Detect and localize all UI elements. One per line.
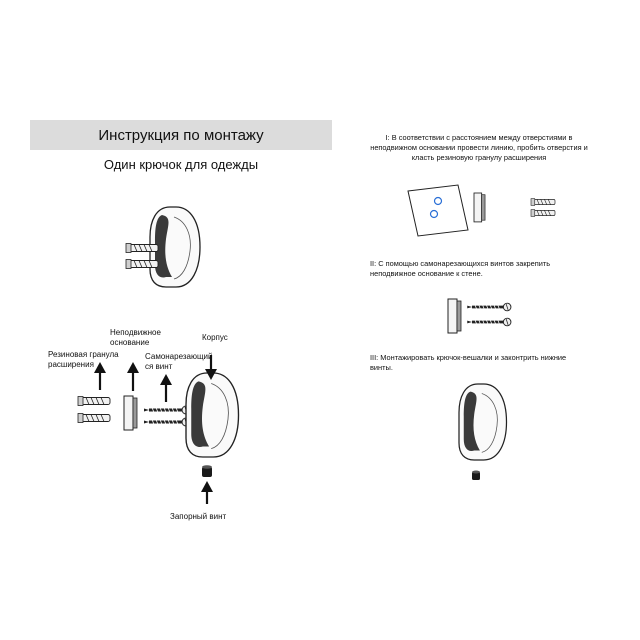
label-screw: Самонарезающий ся винт [145, 352, 213, 371]
step-1-text: I: В соответствии с расстоянием между отверстиями в неподвижном основании провести линию, пробить отверстия и класть резиновую гранулу расширения [370, 133, 588, 162]
instruction-subtitle: Один крючок для одежды [103, 157, 259, 172]
step1-illustration [408, 185, 555, 236]
top-hook-illustration [126, 207, 200, 287]
label-rubber: Резиновая гранула расширения [48, 350, 119, 369]
label-base: Неподвижное основание [110, 328, 161, 347]
step2-illustration [448, 299, 511, 333]
label-lock: Запорный винт [170, 512, 227, 521]
step-3-text: III: Монтажировать крючок-вешалки и законтрить нижние винты. [370, 353, 567, 372]
instruction-title: Инструкция по монтажу [98, 126, 264, 144]
parts-exploded-view [78, 373, 239, 477]
step-2-text: II: С помощью самонарезающихся винтов закрепить неподвижное основание к стене. [370, 259, 551, 278]
label-housing: Корпус [202, 333, 228, 342]
step3-illustration [459, 384, 507, 480]
